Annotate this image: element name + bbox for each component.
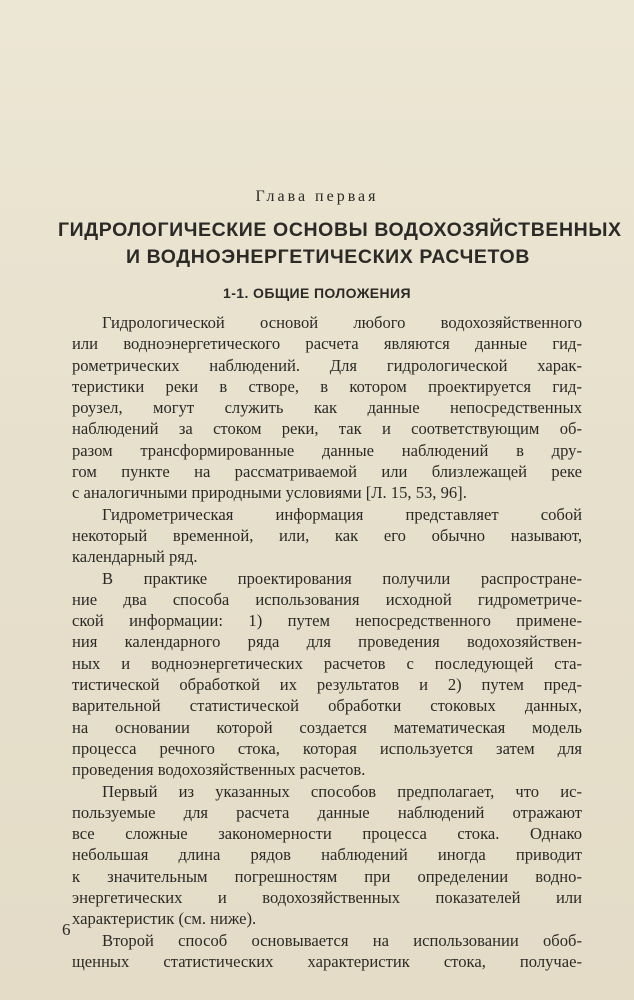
text-line: Гидрологической основой любого водохозяйственного (102, 313, 582, 332)
text-line: энергетических и водохозяйственных показателей или (72, 888, 582, 908)
text-line: характеристик (см. ниже). (72, 909, 257, 929)
text-line: ние два способа использования исходной гидрометриче- (72, 589, 582, 609)
chapter-title-line: И ВОДНОЭНЕРГЕТИЧЕСКИХ РАСЧЕТОВ (125, 246, 531, 268)
chapter-title-line: ГИДРОЛОГИЧЕСКИЕ ОСНОВЫ ВОДОХОЗЯЙСТВЕННЫХ (58, 219, 622, 241)
text-line: календарный ряд. (72, 547, 198, 567)
text-line: к значительным погрешностям при определении водно- (72, 866, 582, 886)
text-line: гом пункте на рассматриваемой или близлежащей реке (72, 462, 582, 482)
text-line: щенных статистических характеристик стока, получае- (72, 951, 582, 971)
page-number: 6 (62, 920, 71, 939)
text-line: роузел, могут служить как данные непосредственных (72, 398, 582, 418)
text-line: небольшая длина рядов наблюдений иногда приводит (72, 845, 582, 865)
text-line: некоторый временной, или, как его обычно называют, (72, 525, 582, 545)
text-line: ния календарного ряда для проведения водохозяйствен- (72, 632, 582, 652)
chapter-title (58, 217, 622, 271)
text-line: пользуемые для расчета данные наблюдений отражают (72, 802, 582, 822)
text-line: на основании которой создается математическая модель (72, 717, 582, 737)
text-line: или водноэнергетического расчета являются данные гид- (72, 334, 582, 354)
text-line: Первый из указанных способов предполагает, что ис- (102, 781, 582, 801)
text-line: Второй способ основывается на использовании обоб- (102, 930, 582, 950)
text-line: ных и водноэнергетических расчетов с последующей ста- (72, 653, 582, 673)
text-line: теристики реки в створе, в котором проектируется гид- (72, 376, 582, 396)
text-line: наблюдений за стоком реки, так и соответствующим об- (72, 419, 582, 439)
body-text (72, 312, 582, 972)
text-line: процесса речного стока, которая используется затем для (72, 738, 582, 758)
text-line: проведения водохозяйственных расчетов. (72, 760, 366, 780)
chapter-label: Глава первая (255, 188, 379, 205)
text-line: В практике проектирования получили распростране- (102, 568, 582, 588)
text-line: варительной статистической обработки стоковых данных, (72, 696, 582, 716)
text-line: с аналогичными природными условиями [Л. 15, 53, 96]. (72, 483, 467, 503)
text-line: тистической обработкой их результатов и 2) путем пред- (72, 675, 582, 695)
text-line: все сложные закономерности процесса стока. Однако (72, 824, 582, 844)
section-heading: 1-1. ОБЩИЕ ПОЛОЖЕНИЯ (223, 285, 411, 301)
text-line: ской информации: 1) путем непосредственного примене- (72, 611, 582, 631)
text-line: рометрических наблюдений. Для гидрологической харак- (72, 355, 582, 375)
text-line: Гидрометрическая информация представляет собой (102, 504, 582, 524)
text-line: разом трансформированные данные наблюдений в дру- (72, 440, 582, 460)
